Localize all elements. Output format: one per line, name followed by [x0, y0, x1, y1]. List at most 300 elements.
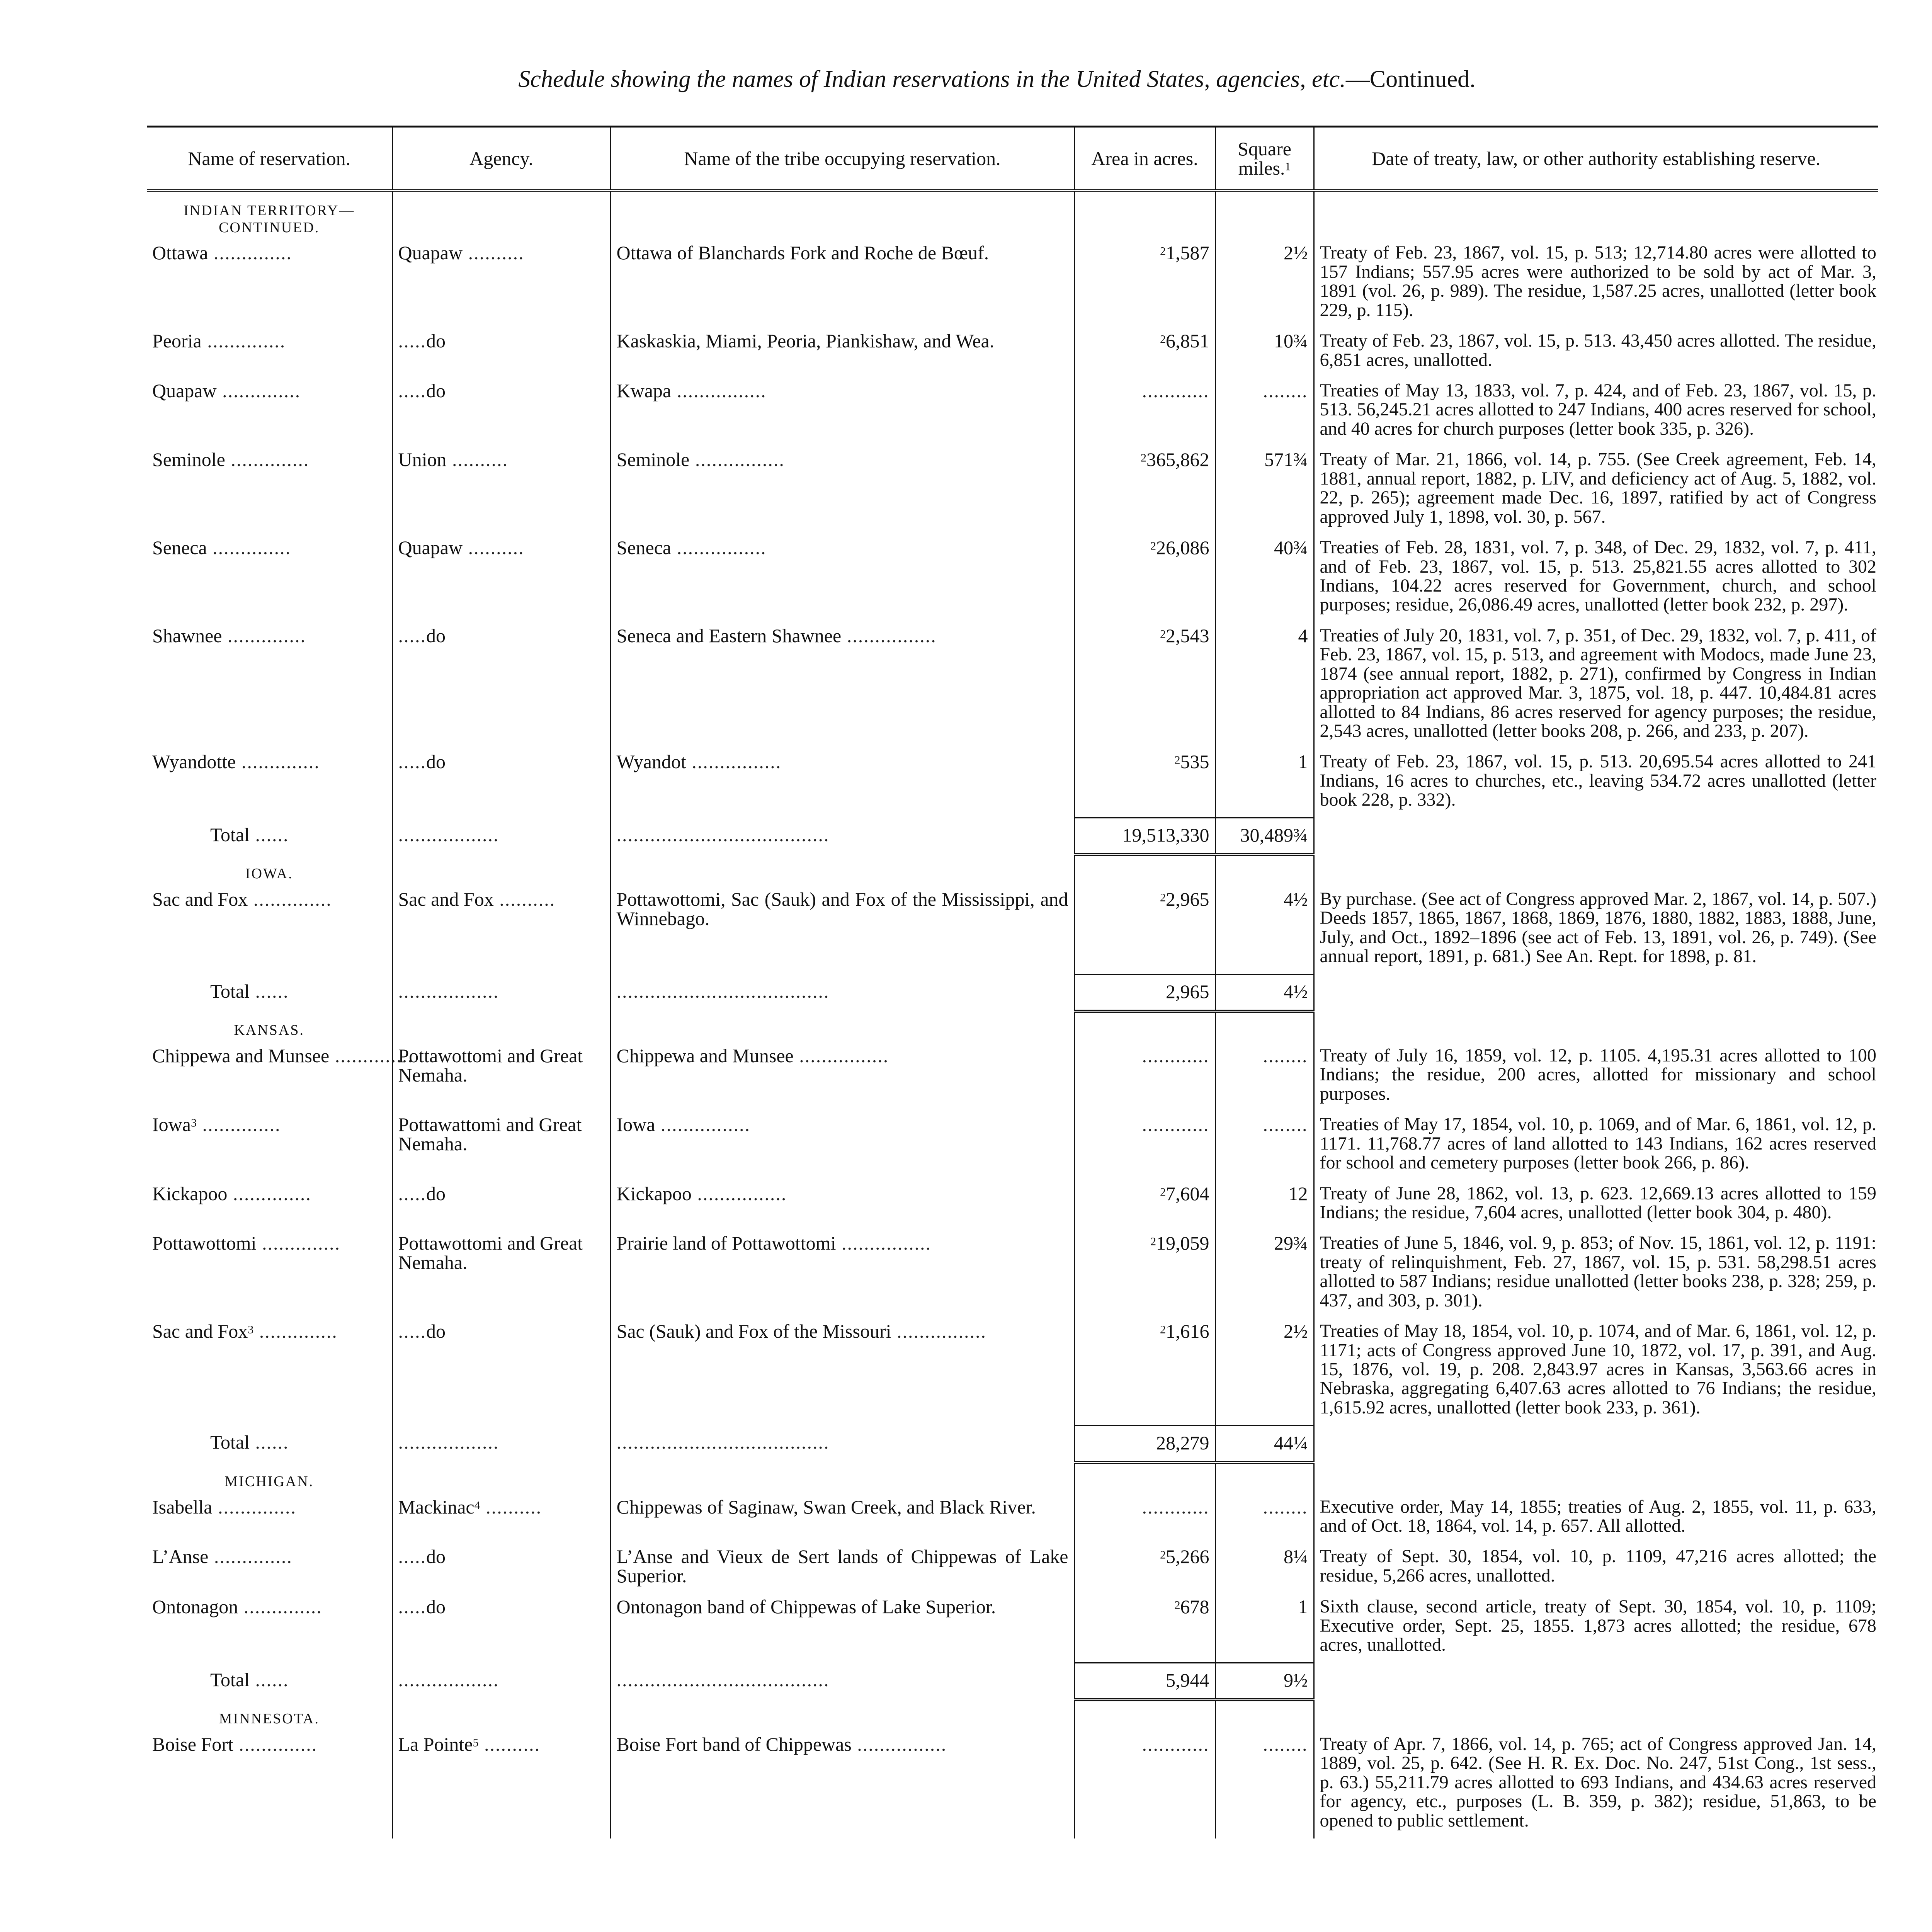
- section-label-cell: [147, 855, 392, 886]
- leader-dots: ............: [1142, 1114, 1209, 1136]
- total-square-miles: [1215, 1663, 1314, 1700]
- table-row: [147, 1594, 1878, 1663]
- square-miles: [1215, 378, 1314, 447]
- tribe: [611, 1181, 1074, 1231]
- square-miles-value: 571¾: [1264, 449, 1308, 471]
- section-label-cell: [147, 1463, 392, 1494]
- tribe-text: Sac (Sauk) and Fox of the Missouri: [616, 1320, 891, 1342]
- tribe-text: Kickapoo: [616, 1182, 692, 1204]
- empty-cell: [611, 1463, 1074, 1494]
- header-name: Name of reservation.: [147, 127, 392, 191]
- total-square-miles: [1215, 1425, 1314, 1463]
- footnote-mark: 2: [1160, 1185, 1166, 1199]
- leader-dots: ..........: [463, 242, 524, 264]
- authority: [1314, 1731, 1878, 1838]
- total-area-value: 19,513,330: [1122, 824, 1209, 846]
- agency-text: Quapaw: [398, 537, 463, 559]
- agency: [392, 886, 611, 975]
- tribe-text: L’Anse and Vieux de Sert lands of Chippewas of Lake Superior.: [616, 1546, 1068, 1587]
- area-value: 1,587: [1166, 242, 1209, 264]
- reservation-name-text: Chippewa and Munsee: [152, 1044, 330, 1066]
- area-acres: [1074, 886, 1215, 975]
- footnote-mark: 2: [1150, 1235, 1156, 1248]
- reservation-name: [147, 623, 392, 749]
- section-label: KANSAS.: [234, 1022, 305, 1039]
- square-miles: [1215, 447, 1314, 535]
- tribe: [611, 623, 1074, 749]
- empty-cell: [1215, 190, 1314, 240]
- authority-text: Treaty of Sept. 30, 1854, vol. 10, p. 1109, 47,216 acres allotted; the residue, 5,266 acres, unallotted.: [1320, 1546, 1876, 1586]
- footnote-mark: 2: [1160, 1548, 1166, 1561]
- agency-text: Quapaw: [398, 242, 463, 264]
- table-row: [147, 1318, 1878, 1425]
- reservation-name: [147, 1112, 392, 1180]
- total-label-text: Total: [210, 1668, 250, 1690]
- empty-cell: [611, 190, 1074, 240]
- table-row: [147, 1181, 1878, 1231]
- section-heading-row: [147, 855, 1878, 886]
- reservation-name: [147, 1494, 392, 1544]
- reservation-name: [147, 328, 392, 378]
- total-label: [147, 818, 392, 855]
- authority: [1314, 1112, 1878, 1180]
- area-acres: [1074, 1544, 1215, 1594]
- tribe-text: Seneca and Eastern Shawnee: [616, 624, 842, 646]
- tribe-text: Iowa: [616, 1114, 655, 1136]
- tribe: [611, 1112, 1074, 1180]
- leader-dots: ..........: [463, 537, 524, 559]
- authority: [1314, 240, 1878, 328]
- agency: [392, 1112, 611, 1180]
- header-tribe: Name of the tribe occupying reservation.: [611, 127, 1074, 191]
- agency: [392, 240, 611, 328]
- section-heading-row: [147, 190, 1878, 240]
- ditto-mark: do: [426, 380, 446, 401]
- header-square-miles: Square miles.$^1$: [1215, 127, 1314, 191]
- empty-cell: [1074, 190, 1215, 240]
- total-area: [1074, 1425, 1215, 1463]
- authority-text: Treaty of June 28, 1862, vol. 13, p. 623. 12,669.13 acres allotted to 159 Indians; the residue, 7,604 acres, unallotted (letter book 304, p. 480).: [1320, 1183, 1876, 1223]
- leader-dots: ............: [1142, 380, 1209, 401]
- authority: [1314, 1318, 1878, 1425]
- reservation-name: [147, 749, 392, 818]
- footnote-mark: 3: [190, 1116, 197, 1129]
- leader-dots: ..........: [480, 1496, 542, 1518]
- leader-dots: ................: [793, 1044, 889, 1066]
- leader-dots: ................: [891, 1320, 987, 1342]
- reservation-name-text: Iowa: [152, 1114, 191, 1136]
- authority: [1314, 1594, 1878, 1663]
- agency-text: Pottawottomi and Great Nemaha.: [398, 1232, 583, 1274]
- empty-cell: [392, 1700, 611, 1731]
- tribe-text: Ottawa of Blanchards Fork and Roche de Bœuf.: [616, 242, 989, 264]
- agency-text: La Pointe: [398, 1733, 473, 1755]
- leader-dots: .....: [398, 624, 426, 646]
- section-label-cell: [147, 1700, 392, 1731]
- leader-dots: ........: [1263, 1114, 1308, 1136]
- ditto-mark: do: [426, 1596, 446, 1618]
- leader-dots: ..................: [398, 1431, 499, 1453]
- authority: [1314, 378, 1878, 447]
- square-miles: [1215, 1731, 1314, 1838]
- empty-cell: [1314, 1700, 1878, 1731]
- authority: [1314, 447, 1878, 535]
- tribe: [611, 1494, 1074, 1544]
- empty-cell: [1215, 1011, 1314, 1043]
- reservation-name: [147, 240, 392, 328]
- leader-dots: ..............: [222, 624, 306, 646]
- authority-text: Treaties of May 13, 1833, vol. 7, p. 424, and of Feb. 23, 1867, vol. 15, p. 513. 56,245.21 acres allotted to 247 Indians, 400 acres reserved for school, and 40 acres for church purposes (letter book 335, p. 326).: [1320, 380, 1876, 439]
- footnote-mark: 5: [473, 1736, 479, 1749]
- square-miles: [1215, 749, 1314, 818]
- square-miles: [1215, 1318, 1314, 1425]
- total-label: [147, 1425, 392, 1463]
- reservation-name-text: Kickapoo: [152, 1182, 228, 1204]
- ditto-mark: do: [426, 1320, 446, 1342]
- area-value: 7,604: [1166, 1182, 1209, 1204]
- square-miles-value: 29¾: [1274, 1232, 1308, 1254]
- leader-dots: ................: [691, 1182, 787, 1204]
- area-value: 2,543: [1166, 624, 1209, 646]
- authority: [1314, 1043, 1878, 1112]
- total-row: [147, 1425, 1878, 1463]
- empty-cell: [392, 855, 611, 886]
- agency: [392, 1544, 611, 1594]
- reservation-name-text: Quapaw: [152, 380, 217, 401]
- total-label: [147, 975, 392, 1012]
- table-header-row: [147, 127, 1878, 191]
- table-row: [147, 1494, 1878, 1544]
- total-row: [147, 818, 1878, 855]
- total-label-text: Total: [210, 823, 250, 845]
- reservation-name: [147, 535, 392, 623]
- agency: [392, 1230, 611, 1318]
- footnote-mark: 2: [1150, 539, 1156, 553]
- footnote-mark: 1: [1285, 160, 1291, 173]
- empty-cell: [1314, 1663, 1878, 1700]
- leader-dots: ..................: [398, 823, 499, 845]
- authority-text: Treaties of Feb. 28, 1831, vol. 7, p. 348, of Dec. 29, 1832, vol. 7, p. 411, and of Feb. 23, 1867, vol. 15, p. 513. 25,821.55 acres allotted to 302 Indians, 104.22 acres reserved for Government, church, and school purposes; residue, 26,086.49 acres, unallotted (letter book 232, p. 297).: [1320, 537, 1876, 615]
- empty-cell: [392, 1425, 611, 1463]
- reservation-name: [147, 886, 392, 975]
- section-label-cell: [147, 1011, 392, 1043]
- empty-cell: [611, 855, 1074, 886]
- empty-cell: [1215, 1463, 1314, 1494]
- tribe: [611, 1594, 1074, 1663]
- total-row: [147, 975, 1878, 1012]
- footnote-mark: 2: [1160, 1323, 1166, 1336]
- reservations-table: [147, 126, 1878, 1838]
- total-area-value: 28,279: [1156, 1432, 1209, 1454]
- section-label-cell: [147, 190, 392, 240]
- authority-text: Executive order, May 14, 1855; treaties of Aug. 2, 1855, vol. 11, p. 633, and of Oct. 18, 1864, vol. 14, p. 657. All allotted.: [1320, 1496, 1876, 1536]
- leader-dots: ..........: [446, 449, 508, 471]
- square-miles-value: 4½: [1284, 888, 1308, 910]
- authority-text: Treaty of Feb. 23, 1867, vol. 15, p. 513; 12,714.80 acres were allotted to 157 Indians; 557.95 acres were authorized to be sold by act of Mar. 3, 1891 (vol. 26, p. 989). The residue, 1,587.25 acres, unallotted (letter book 229, p. 115).: [1320, 242, 1876, 320]
- area-acres: [1074, 1112, 1215, 1180]
- reservation-name-text: Sac and Fox: [152, 888, 248, 910]
- area-acres: [1074, 1043, 1215, 1112]
- ditto-mark: do: [426, 624, 446, 646]
- area-acres: [1074, 535, 1215, 623]
- empty-cell: [1314, 1011, 1878, 1043]
- agency: [392, 1318, 611, 1425]
- leader-dots: .....: [398, 380, 426, 401]
- leader-dots: ................: [836, 1232, 931, 1254]
- leader-dots: .....: [398, 1182, 426, 1204]
- total-square-miles-value: 9½: [1284, 1669, 1308, 1691]
- tribe-text: Seminole: [616, 449, 690, 471]
- area-acres: [1074, 1230, 1215, 1318]
- total-label-text: Total: [210, 1431, 250, 1453]
- authority-text: Treaties of June 5, 1846, vol. 9, p. 853; of Nov. 15, 1861, vol. 12, p. 1191: treaty of relinquishment, Feb. 27, 1867, vol. 15, p. 531. 58,298.51 acres allotted to 587 Indians; residue unallotted (letter books 238, p. 328; 259, p. 437, and 303, p. 301).: [1320, 1233, 1876, 1311]
- footnote-mark: 2: [1160, 628, 1166, 641]
- area-value: 5,266: [1166, 1546, 1209, 1568]
- tribe: [611, 447, 1074, 535]
- section-heading-row: [147, 1463, 1878, 1494]
- agency: [392, 1181, 611, 1231]
- tribe: [611, 1544, 1074, 1594]
- agency: [392, 378, 611, 447]
- tribe: [611, 378, 1074, 447]
- header-agency: Agency.: [392, 127, 611, 191]
- ditto-mark: do: [426, 1546, 446, 1568]
- total-square-miles: [1215, 975, 1314, 1012]
- authority: [1314, 886, 1878, 975]
- footnote-mark: 3: [248, 1323, 254, 1336]
- leader-dots: ..............: [236, 751, 320, 773]
- leader-dots: ................: [671, 537, 767, 559]
- area-acres: [1074, 447, 1215, 535]
- tribe-text: Seneca: [616, 537, 672, 559]
- empty-cell: [392, 975, 611, 1012]
- authority-text: Treaties of May 17, 1854, vol. 10, p. 1069, and of Mar. 6, 1861, vol. 12, p. 1171. 11,768.77 acres of land allotted to 143 Indians, 162 acres reserved for school and cemetery purposes (letter book 266, p. 86).: [1320, 1114, 1876, 1173]
- square-miles-value: 1: [1298, 751, 1308, 773]
- empty-cell: [611, 1663, 1074, 1700]
- empty-cell: [1074, 1011, 1215, 1043]
- square-miles: [1215, 1594, 1314, 1663]
- tribe-text: Ontonagon band of Chippewas of Lake Superior.: [616, 1596, 996, 1618]
- area-value: 2,965: [1166, 888, 1209, 910]
- authority: [1314, 623, 1878, 749]
- empty-cell: [392, 190, 611, 240]
- authority: [1314, 328, 1878, 378]
- empty-cell: [392, 1463, 611, 1494]
- square-miles: [1215, 886, 1314, 975]
- reservation-name-text: Peoria: [152, 330, 202, 352]
- footnote-mark: 2: [1160, 245, 1166, 258]
- empty-cell: [1314, 855, 1878, 886]
- empty-cell: [1314, 818, 1878, 855]
- area-acres: [1074, 1181, 1215, 1231]
- table-row: [147, 378, 1878, 447]
- leader-dots: ......: [250, 823, 289, 845]
- authority: [1314, 1230, 1878, 1318]
- total-label: [147, 1663, 392, 1700]
- authority: [1314, 1181, 1878, 1231]
- total-square-miles: [1215, 818, 1314, 855]
- leader-dots: ..........: [478, 1733, 541, 1755]
- section-heading-row: [147, 1011, 1878, 1043]
- tribe-text: Chippewa and Munsee: [616, 1044, 794, 1066]
- tribe: [611, 1731, 1074, 1838]
- tribe-text: Prairie land of Pottawottomi: [616, 1232, 836, 1254]
- table-row: [147, 240, 1878, 328]
- leader-dots: ..............: [208, 242, 292, 264]
- empty-cell: [1215, 855, 1314, 886]
- authority-text: Treaty of Mar. 21, 1866, vol. 14, p. 755. (See Creek agreement, Feb. 14, 1881, annual report, 1882, p. LIV, and deficiency act of Aug. 5, 1882, vol. 22, p. 265); agreement made Dec. 16, 1897, ratified by act of Congress approved July 1, 1898, vol. 30, p. 567.: [1320, 449, 1876, 527]
- leader-dots: ..........: [493, 888, 556, 910]
- table-row: [147, 1112, 1878, 1180]
- authority-text: Treaties of July 20, 1831, vol. 7, p. 351, of Dec. 29, 1832, vol. 7, p. 411, of Feb. 23, 1867, vol. 15, p. 513, and agreement with Modocs, made June 23, 1874 (see annual report, 1882, p. 271), confirmed by Congress in Indian appropriation act approved Mar. 3, 1875, vol. 18, p. 447. 10,484.81 acres allotted to 84 Indians, 86 acres reserved for agency purposes; the residue, 2,543 acres, unallotted (letter books 208, p. 266, and 233, p. 207).: [1320, 625, 1876, 741]
- leader-dots: ................: [851, 1733, 947, 1755]
- footnote-mark: 2: [1174, 754, 1180, 767]
- reservation-name: [147, 378, 392, 447]
- leader-dots: ..............: [329, 1044, 413, 1066]
- tribe: [611, 749, 1074, 818]
- leader-dots: ..............: [256, 1232, 340, 1254]
- leader-dots: ........: [1263, 380, 1308, 401]
- leader-dots: ......................................: [616, 823, 830, 845]
- tribe: [611, 535, 1074, 623]
- leader-dots: ......................................: [616, 980, 830, 1002]
- leader-dots: .....: [398, 751, 426, 773]
- leader-dots: ................: [689, 449, 785, 471]
- footnote-mark: 4: [474, 1499, 480, 1512]
- tribe-text: Chippewas of Saginaw, Swan Creek, and Black River.: [616, 1496, 1036, 1518]
- leader-dots: ........: [1263, 1496, 1308, 1518]
- leader-dots: .....: [398, 330, 426, 352]
- leader-dots: ............: [1142, 1733, 1209, 1755]
- square-miles: [1215, 240, 1314, 328]
- leader-dots: ............: [1142, 1044, 1209, 1066]
- empty-cell: [1074, 1700, 1215, 1731]
- leader-dots: ..............: [196, 1114, 281, 1136]
- authority: [1314, 1544, 1878, 1594]
- tribe-text: Pottawottomi, Sac (Sauk) and Fox of the Mississippi, and Winnebago.: [616, 888, 1068, 929]
- total-area: [1074, 1663, 1215, 1700]
- ditto-mark: do: [426, 1182, 446, 1204]
- leader-dots: ......................................: [616, 1668, 830, 1690]
- ditto-mark: do: [426, 751, 446, 773]
- empty-cell: [1314, 975, 1878, 1012]
- leader-dots: ..............: [227, 1182, 311, 1204]
- reservation-name: [147, 447, 392, 535]
- leader-dots: ......: [250, 1431, 289, 1453]
- section-label: MICHIGAN.: [224, 1473, 314, 1490]
- footnote-mark: 2: [1160, 891, 1166, 904]
- agency-text: Sac and Fox: [398, 888, 494, 910]
- area-acres: [1074, 1494, 1215, 1544]
- footnote-mark: 2: [1174, 1599, 1180, 1612]
- empty-cell: [1215, 1700, 1314, 1731]
- header-authority: Date of treaty, law, or other authority establishing reserve.: [1314, 127, 1878, 191]
- area-acres: [1074, 328, 1215, 378]
- square-miles: [1215, 328, 1314, 378]
- leader-dots: ................: [841, 624, 937, 646]
- table-row: [147, 623, 1878, 749]
- square-miles-value: 10¾: [1274, 330, 1308, 352]
- square-miles: [1215, 1112, 1314, 1180]
- total-area-value: 5,944: [1166, 1669, 1209, 1691]
- total-label-text: Total: [210, 980, 250, 1002]
- leader-dots: .....: [398, 1320, 426, 1342]
- leader-dots: ..................: [398, 1668, 499, 1690]
- footnote-mark: 2: [1141, 451, 1146, 464]
- area-acres: [1074, 240, 1215, 328]
- agency: [392, 1494, 611, 1544]
- square-miles: [1215, 535, 1314, 623]
- reservation-name: [147, 1318, 392, 1425]
- reservation-name-text: Pottawottomi: [152, 1232, 257, 1254]
- reservation-name: [147, 1594, 392, 1663]
- leader-dots: ..................: [398, 980, 499, 1002]
- reservation-name-text: Shawnee: [152, 624, 222, 646]
- leader-dots: ......: [250, 1668, 289, 1690]
- table-row: [147, 1544, 1878, 1594]
- empty-cell: [1314, 1463, 1878, 1494]
- agency: [392, 1594, 611, 1663]
- area-value: 678: [1180, 1596, 1209, 1618]
- reservation-name-text: Ottawa: [152, 242, 208, 264]
- total-area: [1074, 818, 1215, 855]
- authority-text: Treaty of Feb. 23, 1867, vol. 15, p. 513. 20,695.54 acres allotted to 241 Indians, 16 acres to churches, etc., leaving 534.72 acres unallotted (letter book 228, p. 332).: [1320, 751, 1876, 810]
- square-miles: [1215, 1230, 1314, 1318]
- table-row: [147, 1043, 1878, 1112]
- tribe: [611, 1230, 1074, 1318]
- area-acres: [1074, 1318, 1215, 1425]
- reservation-name: [147, 1544, 392, 1594]
- empty-cell: [1074, 1463, 1215, 1494]
- leader-dots: ..............: [233, 1733, 318, 1755]
- square-miles-value: 40¾: [1274, 537, 1308, 559]
- area-value: 365,862: [1146, 449, 1209, 471]
- tribe: [611, 328, 1074, 378]
- reservation-name-text: Seminole: [152, 449, 225, 471]
- empty-cell: [1074, 855, 1215, 886]
- empty-cell: [392, 1663, 611, 1700]
- tribe: [611, 1318, 1074, 1425]
- empty-cell: [611, 1700, 1074, 1731]
- agency: [392, 749, 611, 818]
- area-value: 19,059: [1156, 1232, 1209, 1254]
- total-square-miles-value: 30,489¾: [1240, 824, 1308, 846]
- area-acres: [1074, 1594, 1215, 1663]
- authority: [1314, 535, 1878, 623]
- agency-text: Union: [398, 449, 447, 471]
- reservation-name-text: Boise Fort: [152, 1733, 233, 1755]
- tribe: [611, 1043, 1074, 1112]
- square-miles-value: 12: [1288, 1182, 1308, 1204]
- authority-text: By purchase. (See act of Congress approved Mar. 2, 1867, vol. 14, p. 507.) Deeds 1857, 1865, 1867, 1868, 1869, 1876, 1880, 1882, 1883, 1888, June, July, and Oct., 1892–1896 (see act of Feb. 13, 1891, vol. 26, p. 749). (See annual report, 1891, p. 681.) See An. Rept. for 1898, p. 81.: [1320, 888, 1876, 967]
- empty-cell: [611, 1011, 1074, 1043]
- leader-dots: ..............: [248, 888, 332, 910]
- leader-dots: ..............: [201, 330, 286, 352]
- agency: [392, 623, 611, 749]
- agency: [392, 1731, 611, 1838]
- table-row: [147, 749, 1878, 818]
- empty-cell: [1314, 1425, 1878, 1463]
- square-miles-value: 2½: [1284, 242, 1308, 264]
- square-miles: [1215, 623, 1314, 749]
- agency: [392, 447, 611, 535]
- area-acres: [1074, 378, 1215, 447]
- leader-dots: ............: [1142, 1496, 1209, 1518]
- area-acres: [1074, 1731, 1215, 1838]
- tribe-text: Kwapa: [616, 380, 672, 401]
- square-miles: [1215, 1181, 1314, 1231]
- reservation-name: [147, 1181, 392, 1231]
